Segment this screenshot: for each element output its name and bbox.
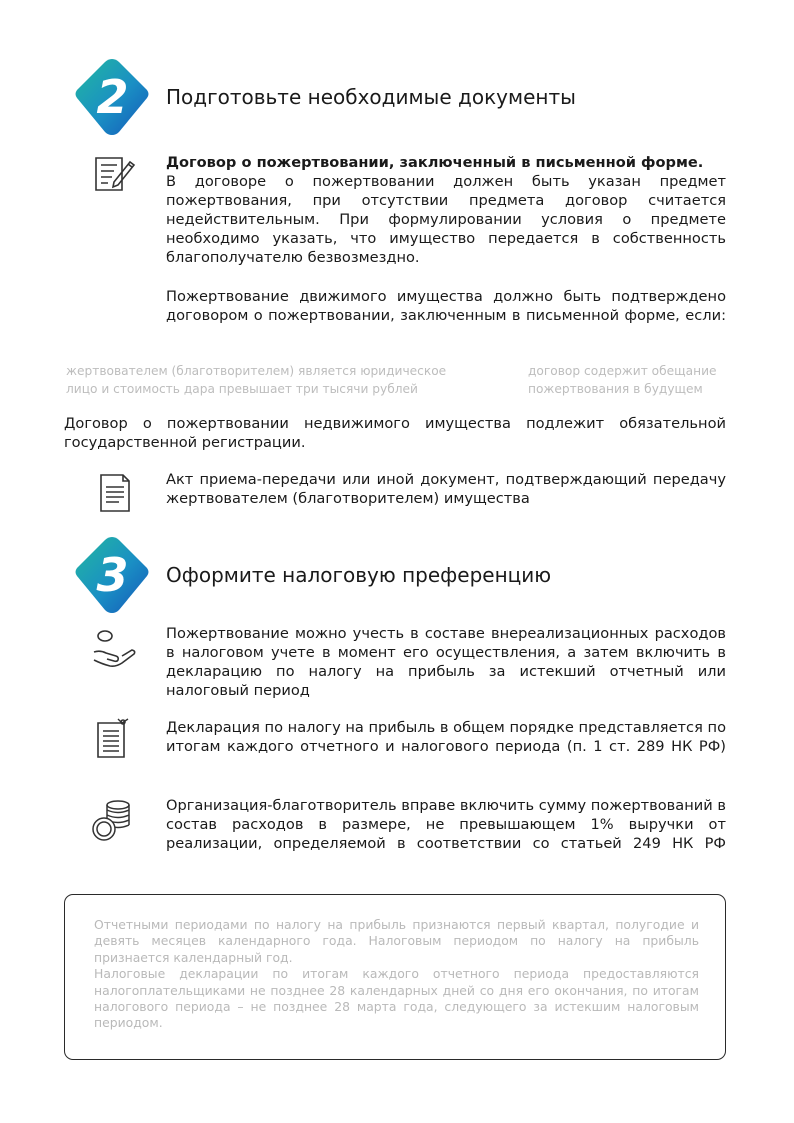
condition-left [66, 362, 446, 398]
charity-text: Организация-благотворитель вправе включить сумму пожертвований в состав расходов в размере, не превышающем 1% выручки от реализации, определяемой в соответствии со статьей 249 НК РФ [166, 797, 726, 852]
movable-intro: Пожертвование движимого имущества должно быть подтверждено договором о пожертвовании, заключенным в письменной форме, если: [166, 288, 726, 324]
condition-right [528, 362, 717, 398]
real-estate-note: Договор о пожертвовании недвижимого имущества подлежит обязательной государственной регистрации. [64, 415, 726, 451]
section-2-number: 2 [96, 70, 128, 124]
section-2-title: Подготовьте необходимые документы [166, 85, 576, 109]
section-2-badge [70, 55, 154, 139]
document-icon [93, 471, 137, 515]
condition-left-line1: жертвователем (благотворителем) является юридическое [66, 364, 447, 378]
section-3-badge [70, 533, 154, 617]
contract-body: В договоре о пожертвовании должен быть указан предмет пожертвования, при отсутствии предмета договор считается недействительным. При формулировании условия о предмете необходимо указать, что имущество передается в собственность благополучателю безвозмездно. [166, 173, 726, 266]
note-text [94, 917, 699, 1032]
document-pen-icon [92, 152, 136, 196]
hand-coin-icon [92, 626, 136, 670]
condition-right-line2: пожертвования в будущем [528, 382, 703, 396]
tax-form-icon [92, 717, 136, 761]
act-text: Акт приема-передачи или иной документ, подтверждающий передачу жертвователем (благотворителем) имущества [166, 471, 726, 507]
note-paragraph-2: Налоговые декларации по итогам каждого отчетного периода предоставляются налогоплательщиками не позднее 28 календарных дней со дня его окончания, по итогам налогового периода – не позднее 28 марта года, следующего за истекшим налоговым периодом. [94, 966, 699, 1031]
contract-block [166, 153, 726, 267]
condition-left-line2: лицо и стоимость дара превышает три тысячи рублей [66, 382, 418, 396]
condition-right-line1: договор содержит обещание [528, 364, 717, 378]
contract-heading: Договор о пожертвовании, заключенный в письменной форме. [166, 154, 704, 171]
declaration-text: Декларация по налогу на прибыль в общем порядке представляется по итогам каждого отчетного и налогового периода (п. 1 ст. 289 НК РФ) [166, 719, 726, 755]
note-paragraph-1: Отчетными периодами по налогу на прибыль признаются первый квартал, полугодие и девять месяцев календарного года. Налоговым периодом по налогу на прибыль признается календарный год. [94, 917, 699, 965]
coins-stack-icon [90, 798, 134, 842]
section-3-title: Оформите налоговую преференцию [166, 563, 552, 587]
section-3-number: 3 [96, 548, 128, 602]
donation-text: Пожертвование можно учесть в составе внереализационных расходов в налоговом учете в момент его осуществления, а затем включить в декларацию по налогу на прибыль за истекший отчетный или налоговый период [166, 625, 726, 699]
